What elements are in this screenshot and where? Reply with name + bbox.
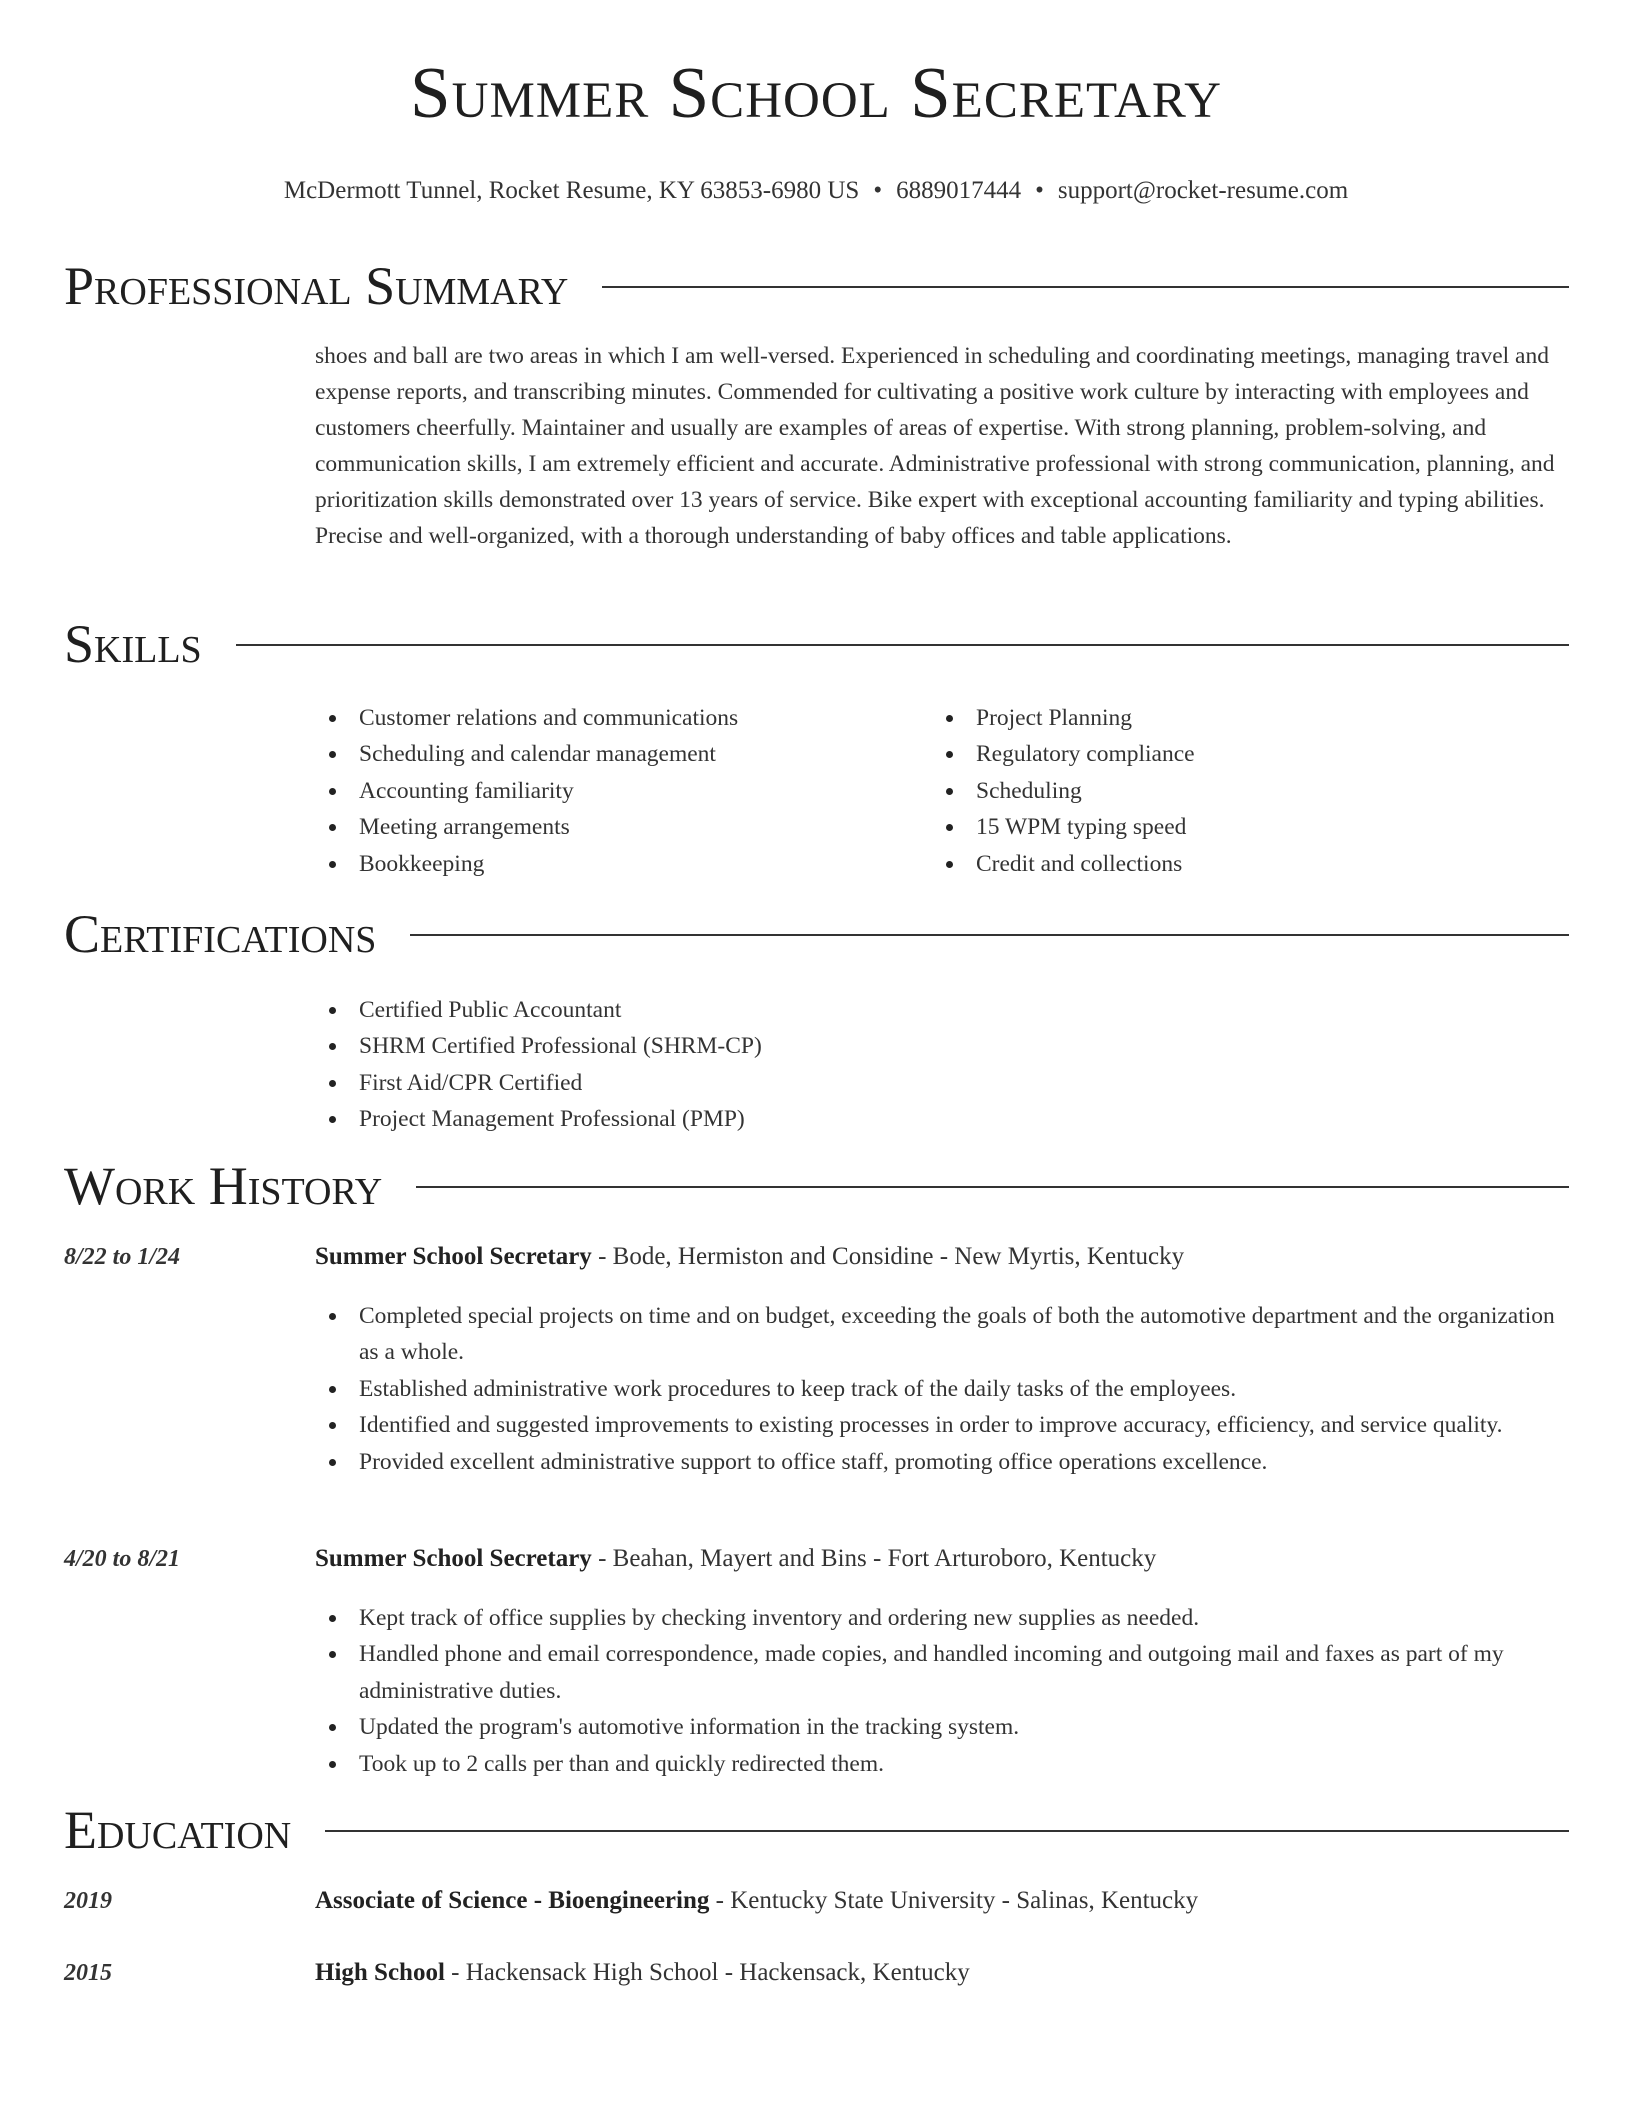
job-duties-list [315, 1298, 1570, 1480]
skill-item: Accounting familiarity [315, 773, 915, 809]
job-duty-item: Took up to 2 calls per than and quickly redirected them. [315, 1746, 1570, 1782]
contact-address: McDermott Tunnel, Rocket Resume, KY 63853-6980 US [283, 177, 860, 204]
certifications-list [315, 992, 1315, 1138]
skill-item: Meeting arrangements [315, 809, 915, 845]
section-title: Certifications [64, 904, 377, 964]
job-duty-item: Established administrative work procedures to keep track of the daily tasks of the employees. [315, 1371, 1570, 1407]
section-header-certifications [64, 904, 1569, 964]
contact-phone: 6889017444 [896, 177, 1022, 204]
section-title: Professional Summary [64, 256, 569, 316]
section-divider [325, 1830, 1569, 1832]
candidate-name: Summer School Secretary [410, 52, 1222, 133]
skills-list-right [932, 700, 1532, 882]
job-duties-list [315, 1600, 1570, 1782]
job-employer-location: - Bode, Hermiston and Considine - New Myrtis, Kentucky [591, 1243, 1185, 1270]
job-employer-location: - Beahan, Mayert and Bins - Fort Arturoboro, Kentucky [591, 1545, 1157, 1572]
section-divider [416, 1186, 1569, 1188]
education-degree: Associate of Science - Bioengineering [315, 1887, 710, 1914]
section-divider [236, 644, 1569, 646]
section-header-education [64, 1800, 1569, 1860]
certification-item: Project Management Professional (PMP) [315, 1101, 1315, 1137]
job-duty-item: Kept track of office supplies by checking inventory and ordering new supplies as needed. [315, 1600, 1570, 1636]
job-duty-item: Updated the program's automotive information in the tracking system. [315, 1709, 1570, 1745]
job-duty-item: Provided excellent administrative support to office staff, promoting office operations excellence. [315, 1444, 1570, 1480]
education-degree: High School [315, 1959, 445, 1986]
section-header-skills [64, 614, 1569, 674]
job-duty-item: Completed special projects on time and on budget, exceeding the goals of both the automotive department and the organization as a whole. [315, 1298, 1570, 1371]
skill-item: Project Planning [932, 700, 1532, 736]
skill-item: Customer relations and communications [315, 700, 915, 736]
section-header-work-history [64, 1156, 1569, 1216]
certification-item: Certified Public Accountant [315, 992, 1315, 1028]
skill-item: Credit and collections [932, 846, 1532, 882]
summary-paragraph: shoes and ball are two areas in which I am well-versed. Experienced in scheduling and coordinating meetings, managing travel and expense reports, and transcribing minutes. Commended for cultivating a positive work culture by interacting with employees and customers cheerfully. Maintainer and usually are examples of areas of expertise. With strong planning, problem-solving, and communication skills, I am extremely efficient and accurate. Administrative professional with strong communication, planning, and prioritization skills demonstrated over 13 years of service. Bike expert with exceptional accounting familiarity and typing abilities. Precise and well-organized, with a thorough understanding of baby offices and table applications. [315, 343, 1555, 549]
job-dates: 8/22 to 1/24 [64, 1244, 181, 1270]
job-duty-item: Identified and suggested improvements to existing processes in order to improve accuracy, efficiency, and service quality. [315, 1407, 1570, 1443]
education-school-location: - Hackensack High School - Hackensack, Kentucky [444, 1959, 970, 1986]
separator-dot: • [1035, 177, 1044, 204]
skills-list-left [315, 700, 915, 882]
education-year: 2019 [64, 1888, 112, 1914]
education-year: 2015 [64, 1960, 112, 1986]
section-title: Skills [64, 614, 202, 674]
contact-line [0, 176, 1632, 206]
skill-item: Regulatory compliance [932, 736, 1532, 772]
section-title: Work History [64, 1156, 383, 1216]
education-heading [315, 1958, 1570, 1988]
job-title: Summer School Secretary [315, 1545, 592, 1572]
job-duty-item: Handled phone and email correspondence, made copies, and handled incoming and outgoing mail and faxes as part of my administrative duties. [315, 1636, 1570, 1709]
education-heading [315, 1886, 1570, 1916]
skill-item: Scheduling and calendar management [315, 736, 915, 772]
section-divider [410, 934, 1569, 936]
job-dates: 4/20 to 8/21 [64, 1546, 181, 1572]
separator-dot: • [873, 177, 883, 204]
certification-item: First Aid/CPR Certified [315, 1065, 1315, 1101]
skill-item: Scheduling [932, 773, 1532, 809]
section-title: Education [64, 1800, 292, 1860]
education-school-location: - Kentucky State University - Salinas, Kentucky [709, 1887, 1199, 1914]
section-header-summary [64, 256, 1569, 316]
skill-item: Bookkeeping [315, 846, 915, 882]
certification-item: SHRM Certified Professional (SHRM-CP) [315, 1028, 1315, 1064]
job-heading [315, 1544, 1570, 1574]
contact-email[interactable]: support@rocket-resume.com [1057, 177, 1349, 204]
section-divider [602, 286, 1569, 288]
job-title: Summer School Secretary [315, 1243, 592, 1270]
job-heading [315, 1242, 1570, 1272]
skill-item: 15 WPM typing speed [932, 809, 1532, 845]
